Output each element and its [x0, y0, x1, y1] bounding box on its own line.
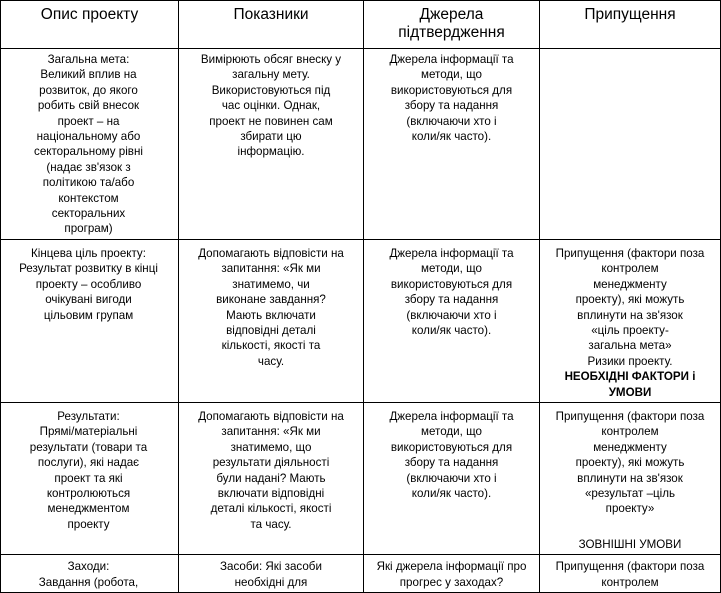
text-line: використовуються для [390, 277, 513, 291]
text-line: включати відповідні [217, 486, 325, 500]
row-project-purpose [1, 239, 721, 402]
row-results [1, 402, 721, 554]
text-line: результати (товари та [29, 440, 148, 454]
text-line: запитання: «Як ми [221, 262, 321, 276]
text-line: УМОВИ [608, 385, 652, 399]
text-line: НЕОБХІДНІ ФАКТОРИ і [564, 370, 696, 384]
text-line: Результат розвитку в кінці [19, 262, 158, 276]
text-line: використовуються для [390, 83, 513, 97]
cell [179, 49, 364, 240]
cell [540, 49, 721, 240]
text-line: методи, що [421, 262, 482, 276]
text-line: Загальна мета: [47, 53, 130, 66]
text-line: проекту), які можуть [575, 456, 685, 470]
text-line: Джерела інформації та [389, 53, 514, 66]
text-line: Мають включати [226, 308, 316, 322]
header-verification-sources: Джерела підтвердження [364, 1, 540, 49]
text-line: загальну мету. [232, 68, 310, 82]
text-line: та часу. [250, 517, 292, 531]
header-assumptions: Припущення [540, 1, 721, 49]
text-line: збору та надання [404, 293, 499, 307]
text-line: час оцінки. Однак, [221, 99, 321, 113]
text-line: Припущення (фактори поза [555, 560, 705, 574]
assumption-text [543, 409, 717, 517]
text-line: (включаючи хто і [406, 308, 497, 322]
text-line: Допомагають відповісти на [198, 246, 344, 260]
header-project-description: Опис проекту [1, 1, 179, 49]
cell [1, 239, 179, 402]
text-line: Результати: [57, 409, 120, 423]
text-line: коли/як часто). [411, 130, 492, 144]
text-line: знатимемо, чи [232, 277, 310, 291]
text-line: Використовуються під [211, 83, 331, 97]
text-line: Вимірюють обсяг внеску у [200, 53, 342, 66]
text-line: коли/як часто). [411, 486, 492, 500]
text-line: секторальному рівні [34, 145, 143, 159]
text-line: збору та надання [404, 99, 499, 113]
text-line: «результат –ціль [584, 486, 676, 500]
text-line: Кінцева ціль проекту: [31, 246, 146, 260]
text-line: розвиток, до якого [39, 83, 138, 97]
text-line: деталі кількості, якості [210, 502, 332, 516]
text-line: Які джерела інформації про [376, 560, 527, 574]
cell [540, 555, 721, 593]
text-line: проект та які [54, 471, 123, 485]
text-line: були надані? Мають [216, 471, 326, 485]
text-line: кількості, якості та [221, 339, 321, 353]
text-line: контекстом [58, 191, 119, 205]
text-line: Ризики проекту. [587, 354, 673, 368]
text-line: запитання: «Як ми [221, 425, 321, 439]
text-line: проект не повинен сам [209, 114, 333, 128]
text-line: Допомагають відповісти на [198, 409, 344, 423]
cell [364, 555, 540, 593]
text-line: політикою та/або [42, 176, 135, 190]
text-line: Великий вплив на [40, 68, 137, 82]
text-line: методи, що [421, 68, 482, 82]
text-line: національному або [36, 130, 141, 144]
cell [364, 49, 540, 240]
text-line: програм) [64, 222, 113, 236]
cell [364, 402, 540, 554]
cell [179, 402, 364, 554]
text-line: контролем [601, 575, 659, 589]
text-line: (надає зв'язок з [46, 160, 131, 174]
text-line: методи, що [421, 425, 482, 439]
text-line: секторальних [51, 207, 126, 221]
text-line: контролюються [46, 486, 131, 500]
text-line: контролем [601, 262, 659, 276]
text-line: проекту), які можуть [575, 293, 685, 307]
text-line: Припущення (фактори поза [555, 246, 705, 260]
cell [179, 555, 364, 593]
cell [179, 239, 364, 402]
text-line: проекту [67, 517, 110, 531]
text-line: коли/як часто). [411, 323, 492, 337]
external-conditions: ЗОВНІШНІ УМОВИ [578, 537, 682, 551]
text-line: Припущення (фактори поза [555, 409, 705, 423]
text-line: (включаючи хто і [406, 471, 497, 485]
header-row [1, 1, 721, 49]
text-line: Засоби: Які засоби [220, 560, 322, 574]
cell [540, 402, 721, 554]
text-line: необхідні для [234, 575, 308, 589]
text-line: виконане завдання? [216, 293, 326, 307]
cell [540, 239, 721, 402]
text-line: проект – на [57, 114, 120, 128]
row-activities [1, 555, 721, 593]
text-line: збору та надання [404, 456, 499, 470]
text-line: менеджменту [593, 277, 667, 291]
text-line: результати діяльності [212, 456, 330, 470]
text-line: Джерела інформації та [389, 409, 514, 423]
text-line: загальна мета» [588, 339, 672, 353]
text-line: менеджменту [593, 440, 667, 454]
text-line: прогрес у заходах? [399, 575, 504, 589]
text-line: Заходи: [67, 560, 110, 574]
text-line: проекту» [605, 502, 655, 516]
text-line: контролем [601, 425, 659, 439]
text-line: відповідні деталі [226, 323, 316, 337]
text-line: робить свій внесок [37, 99, 140, 113]
cell [1, 555, 179, 593]
necessary-conditions [543, 369, 717, 400]
cell [364, 239, 540, 402]
text-line: (включаючи хто і [406, 114, 497, 128]
text-line: часу. [257, 354, 285, 368]
text-line: проекту – особливо [35, 277, 142, 291]
text-line: використовуються для [390, 440, 513, 454]
text-line: послуги), які надає [37, 456, 140, 470]
header-indicators: Показники [179, 1, 364, 49]
text-line: вплинути на зв'язок [577, 308, 683, 322]
row-overall-goal [1, 49, 721, 240]
text-line: «ціль проекту- [591, 323, 669, 337]
text-line: вплинути на зв'язок [577, 471, 683, 485]
text-line: збирати цю [240, 130, 302, 144]
text-line: Завдання (робота, [38, 575, 139, 589]
text-line: інформацію. [237, 145, 305, 159]
text-line: менеджментом [47, 502, 130, 516]
text-line: Джерела інформації та [389, 246, 514, 260]
text-line: очікувані вигоди [45, 293, 132, 307]
assumption-text [543, 246, 717, 369]
cell [1, 402, 179, 554]
cell [1, 49, 179, 240]
text-line: цільовим групам [43, 308, 134, 322]
text-line: знатимемо, що [230, 440, 312, 454]
text-line: Прямі/матеріальні [39, 425, 138, 439]
